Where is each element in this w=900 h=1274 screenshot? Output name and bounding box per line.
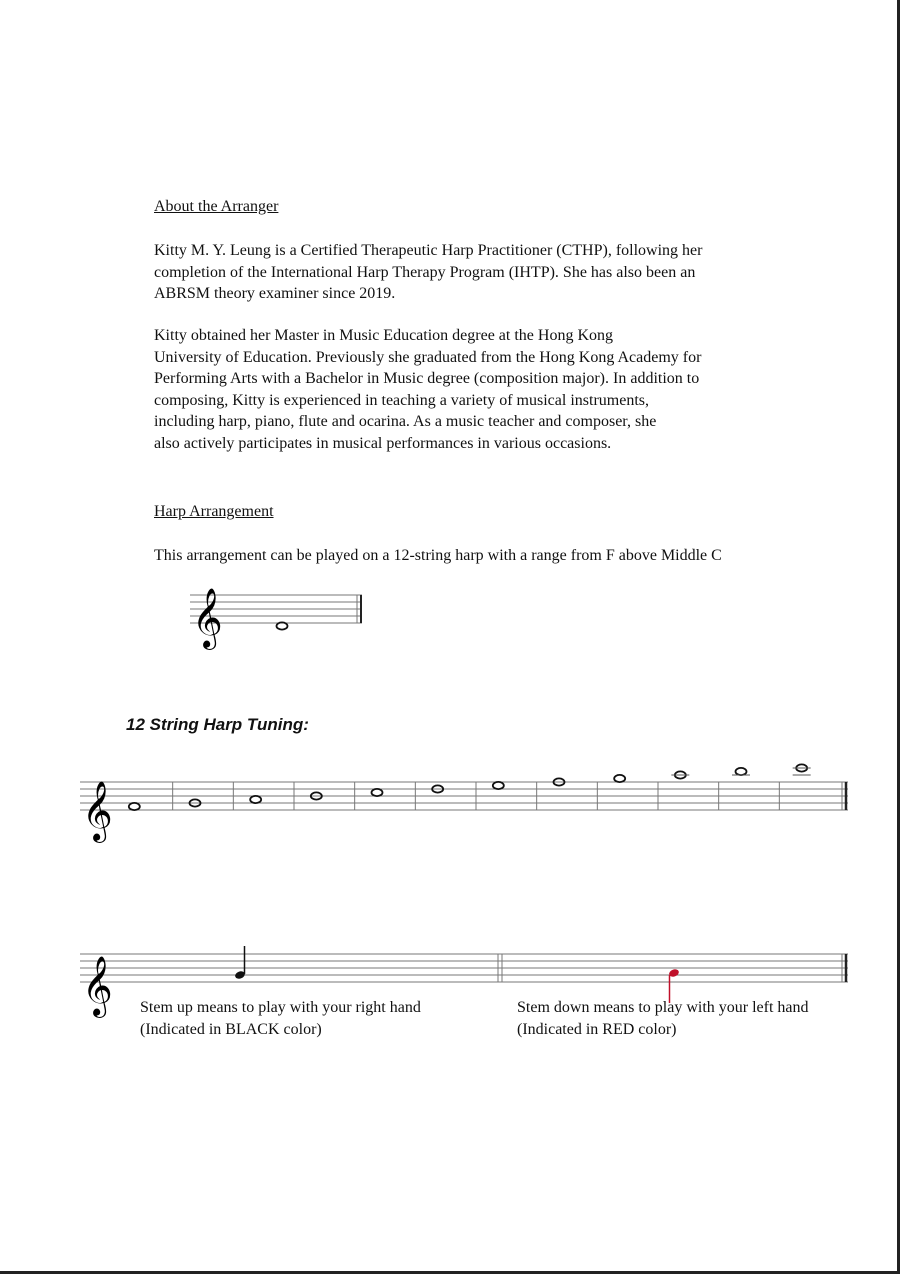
range-staff xyxy=(190,585,370,647)
tuning-note-G5 xyxy=(614,775,625,782)
caption-line: (Indicated in BLACK color) xyxy=(140,1021,322,1038)
text-line: completion of the International Harp Therapy Program (IHTP). She has also been an xyxy=(154,263,696,281)
text-line: Kitty M. Y. Leung is a Certified Therapeutic Harp Practitioner (CTHP), following her xyxy=(154,242,703,259)
harp-range-text xyxy=(154,545,814,567)
tuning-staff xyxy=(80,760,850,840)
tuning-note-F4 xyxy=(129,803,140,810)
about-paragraph-2 xyxy=(154,325,814,454)
about-paragraph-1 xyxy=(154,240,814,305)
text-line: including harp, piano, flute and ocarina. As a music teacher and composer, she xyxy=(154,413,657,430)
text-line: This arrangement can be played on a 12-string harp with a range from F above Middle C xyxy=(154,547,722,564)
caption-line: (Indicated in RED color) xyxy=(517,1021,677,1038)
tuning-title: 12 String Harp Tuning: xyxy=(126,715,309,734)
text-line: composing, Kitty is experienced in teaching a variety of musical instruments, xyxy=(154,391,649,409)
tuning-note-A4 xyxy=(250,796,261,803)
tuning-note-B5 xyxy=(736,768,747,775)
right-hand-note xyxy=(234,946,246,980)
caption-line: Stem down means to play with your left hand xyxy=(517,999,809,1016)
treble-clef-icon: 𝄞 xyxy=(192,588,223,648)
tuning-note-E5 xyxy=(493,782,504,789)
harp-heading: Harp Arrangement xyxy=(154,503,274,520)
right-hand-caption xyxy=(140,997,421,1041)
text-line: University of Education. Previously she graduated from the Hong Kong Academy for xyxy=(154,348,702,366)
treble-clef-icon: 𝄞 xyxy=(82,781,113,841)
tuning-note-C5 xyxy=(372,789,383,796)
treble-clef-icon: 𝄞 xyxy=(82,956,113,1016)
about-heading: About the Arranger xyxy=(154,198,279,215)
caption-line: Stem up means to play with your right hand xyxy=(140,999,421,1016)
left-hand-caption xyxy=(517,997,809,1041)
text-line: Kitty obtained her Master in Music Education degree at the Hong Kong xyxy=(154,327,613,344)
text-line: also actively participates in musical performances in various occasions. xyxy=(154,434,612,452)
text-line: ABRSM theory examiner since 2019. xyxy=(154,285,396,302)
text-line: Performing Arts with a Bachelor in Music degree (composition major). In addition to xyxy=(154,370,700,387)
